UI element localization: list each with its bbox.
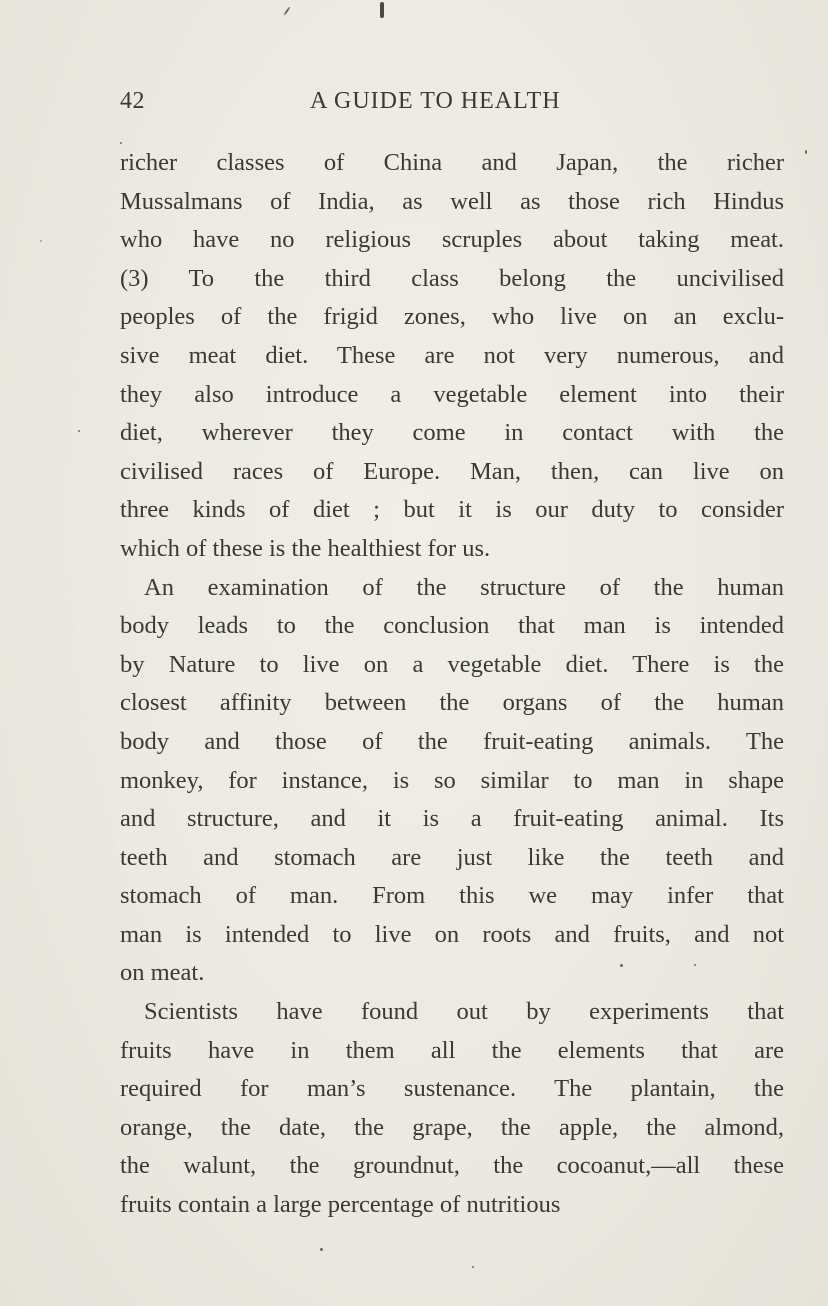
scan-mark — [283, 6, 290, 15]
text-line: civilised races of Europe. Man, then, can live on — [120, 457, 784, 485]
text-line: body leads to the conclusion that man is intended — [120, 612, 784, 640]
scan-mark — [805, 150, 807, 154]
running-head — [120, 88, 784, 120]
text-line: three kinds of diet ; but it is our duty to consider — [120, 496, 784, 524]
text-line: (3) To the third class belong the uncivilised — [120, 264, 784, 292]
text-line: by Nature to live on a vegetable diet. There is the — [120, 650, 784, 678]
text-line: on meat. — [120, 959, 205, 987]
scan-mark — [120, 142, 122, 144]
text-line: required for man’s sustenance. The plantain, the — [120, 1075, 784, 1103]
running-title: A GUIDE TO HEALTH — [310, 88, 561, 114]
scan-mark — [472, 1266, 474, 1268]
body-text — [120, 144, 784, 1225]
text-line: they also introduce a vegetable element into their — [120, 380, 784, 408]
scan-mark — [78, 430, 80, 432]
paragraph — [120, 144, 784, 569]
text-line: richer classes of China and Japan, the richer — [120, 149, 784, 176]
text-line: closest affinity between the organs of the human — [120, 689, 784, 717]
scan-mark — [380, 2, 384, 18]
text-line: the walunt, the groundnut, the cocoanut,—all these — [120, 1152, 784, 1180]
scan-mark — [40, 240, 42, 242]
text-line: peoples of the frigid zones, who live on an exclu- — [120, 303, 784, 331]
text-line: An examination of the structure of the human — [144, 573, 784, 601]
scan-mark — [694, 964, 696, 966]
text-line: teeth and stomach are just like the teeth and — [120, 843, 784, 871]
text-line: which of these is the healthiest for us. — [120, 534, 491, 562]
scan-mark — [320, 1248, 323, 1251]
text-line: fruits have in them all the elements that are — [120, 1036, 784, 1064]
text-line: who have no religious scruples about taking meat. — [120, 226, 784, 254]
paragraph — [120, 569, 784, 994]
text-line: body and those of the fruit-eating animals. The — [120, 727, 784, 755]
text-line: and structure, and it is a fruit-eating animal. Its — [120, 805, 784, 833]
paragraph — [120, 993, 784, 1225]
text-line: diet, wherever they come in contact with the — [120, 419, 784, 447]
scan-mark — [620, 964, 623, 967]
page-number: 42 — [120, 88, 145, 114]
text-line: Mussalmans of India, as well as those rich Hindus — [120, 187, 784, 215]
text-line: Scientists have found out by experiments that — [144, 998, 784, 1026]
text-line: stomach of man. From this we may infer that — [120, 882, 784, 910]
text-line: fruits contain a large percentage of nutritious — [120, 1191, 561, 1219]
text-line: monkey, for instance, is so similar to man in shape — [120, 766, 784, 794]
text-line: man is intended to live on roots and fruits, and not — [120, 920, 784, 948]
text-line: sive meat diet. These are not very numerous, and — [120, 341, 784, 369]
text-line: orange, the date, the grape, the apple, the almond, — [120, 1113, 784, 1141]
